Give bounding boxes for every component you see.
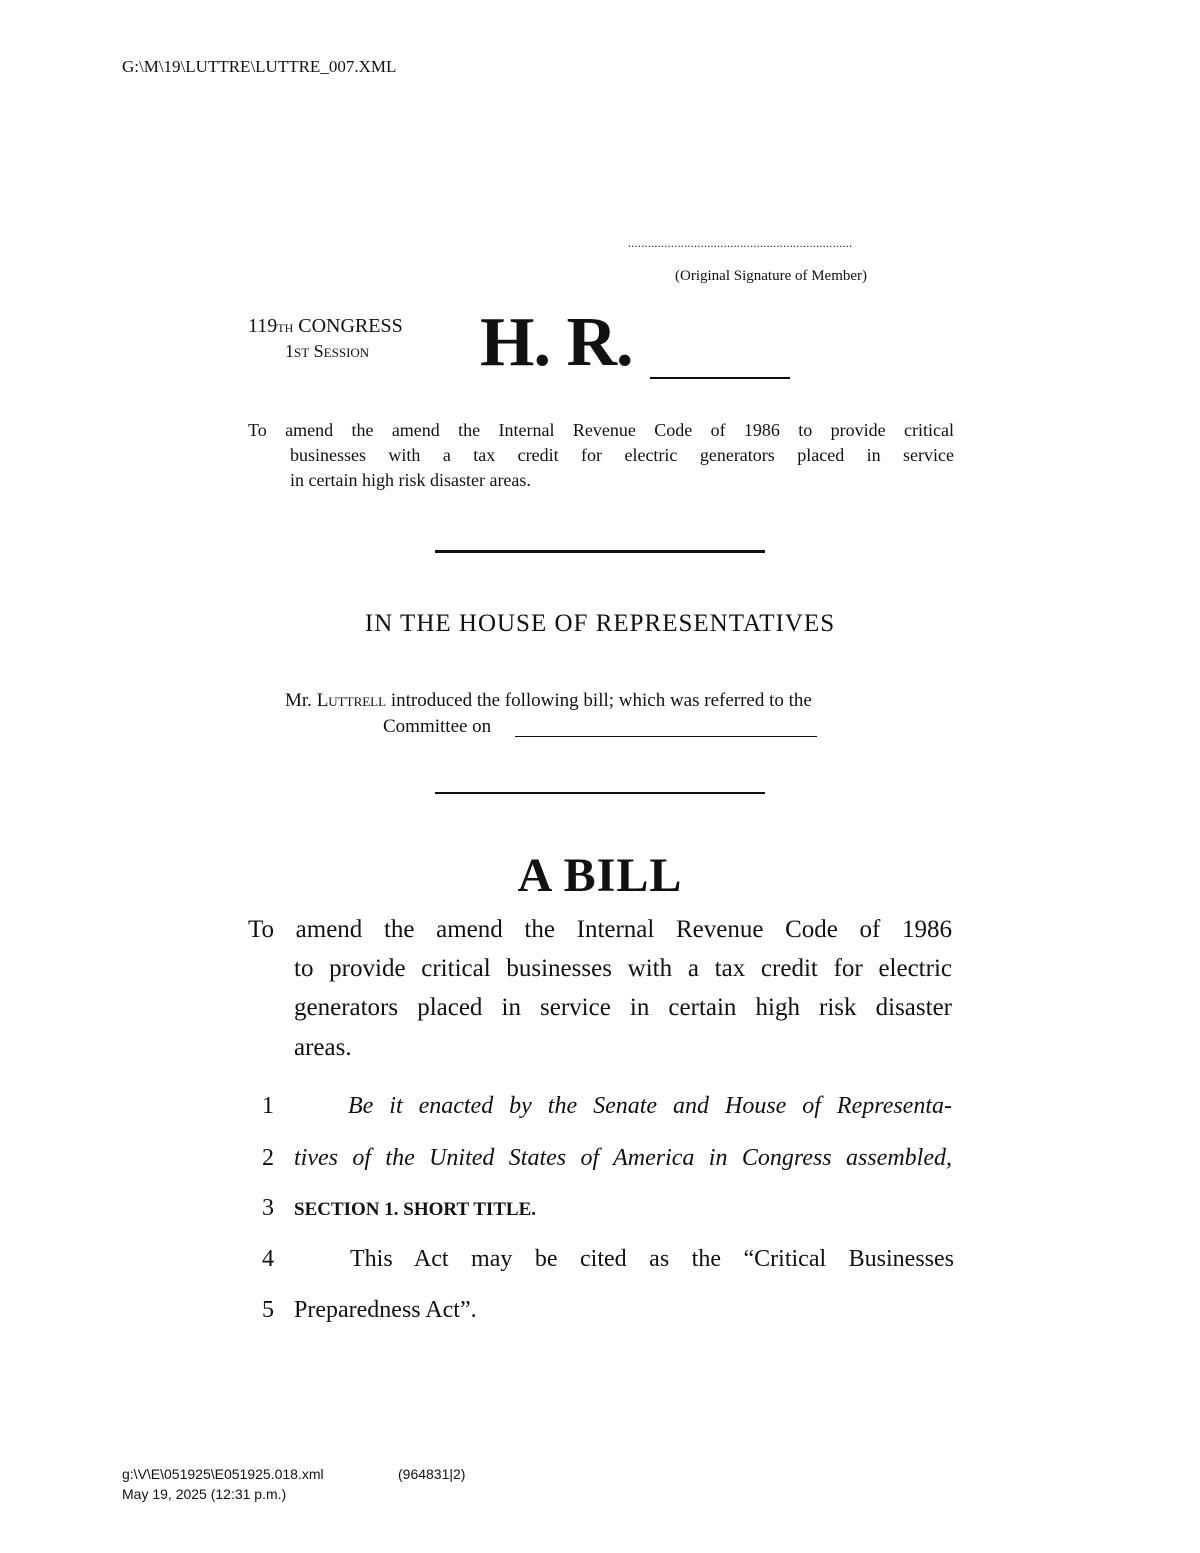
bill-number-blank [650, 377, 790, 379]
congress-label: 119th CONGRESS [248, 315, 403, 337]
bill-type-label: H. R. [480, 304, 633, 381]
signature-label: (Original Signature of Member) [675, 268, 868, 284]
section-text: Preparedness Act”. [294, 1297, 477, 1323]
bill-heading: A BILL [517, 849, 683, 902]
introduction-text: Mr. Luttrell introduced the following bill; which was referred to the [285, 690, 812, 711]
section-text: This Act may be cited as the “Critical Businesses [350, 1246, 954, 1272]
footer-timestamp: May 19, 2025 (12:31 p.m.) [122, 1486, 287, 1502]
long-title-line: areas. [294, 1034, 352, 1061]
signature-line: .................................................................... [628, 236, 853, 250]
line-number: 4 [262, 1246, 274, 1272]
line-number: 3 [262, 1195, 274, 1221]
footer-job-id: (964831|2) [398, 1466, 466, 1482]
long-title-line: To amend the amend the Internal Revenue Code of 1986 [248, 916, 952, 943]
committee-label: Committee on [383, 716, 492, 737]
footer-xml-path: g:\V\E\051925\E051925.018.xml [122, 1466, 324, 1482]
line-number: 2 [262, 1145, 274, 1171]
enacting-clause: Be it enacted by the Senate and House of Representa- [348, 1093, 952, 1119]
short-purpose-line: in certain high risk disaster areas. [290, 470, 531, 490]
divider [435, 550, 765, 553]
line-number: 5 [262, 1297, 274, 1323]
short-purpose-line: To amend the amend the Internal Revenue Code of 1986 to provide critical [248, 420, 954, 440]
long-title-line: generators placed in service in certain high risk disaster [294, 994, 952, 1021]
short-purpose-line: businesses with a tax credit for electric generators placed in service [290, 445, 954, 465]
committee-blank [515, 736, 817, 737]
line-number: 1 [262, 1093, 274, 1119]
file-path-header: G:\M\19\LUTTRE\LUTTRE_007.XML [122, 57, 397, 76]
section-heading: SECTION 1. SHORT TITLE. [294, 1199, 537, 1220]
session-label: 1st Session [285, 341, 370, 361]
divider [435, 792, 765, 794]
chamber-heading: IN THE HOUSE OF REPRESENTATIVES [364, 610, 836, 637]
enacting-clause: tives of the United States of America in Congress assembled, [294, 1145, 952, 1171]
long-title-line: to provide critical businesses with a tax credit for electric [294, 955, 952, 982]
